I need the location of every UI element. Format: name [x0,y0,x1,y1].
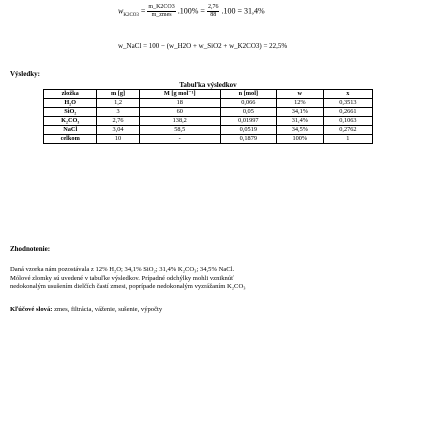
header-x: x [323,90,372,99]
cell-m: 3 [97,108,139,117]
cell-n: 0,01997 [220,117,276,126]
table-row [44,117,373,126]
cell-comp: SiO₂ [44,108,97,117]
header-w: w [276,90,323,99]
cell-w: 34,1% [276,108,323,117]
cell-x: 0,2762 [323,126,372,135]
cell-n: 0,0519 [220,126,276,135]
header-n: n [mol] [220,90,276,99]
cell-molar-mass: - [139,135,220,144]
cell-n: 0,1879 [220,135,276,144]
cell-molar-mass: 18 [139,99,220,108]
keywords-text: zmes, filtrácia, váženie, sušenie, výpočty [54,306,163,313]
table-row [44,108,373,117]
formula-times: .100% = [177,6,205,16]
cell-comp: H₂O [44,99,97,108]
cell-m: 2,76 [97,117,139,126]
cell-comp: NaCl [44,126,97,135]
cell-x: 0,1063 [323,117,372,126]
formula-frac1-den: m_zmes [151,12,172,18]
cell-n: 0,05 [220,108,276,117]
cell-m: 10 [97,135,139,144]
table-header-row [44,90,373,99]
cell-x: 0,2661 [323,108,372,117]
keywords-label: Kľúčové slová: [10,306,53,313]
formula-result: .100 = 31,4% [221,6,265,16]
formula-lhs: w [118,6,124,16]
formula-fraction-1 [147,4,175,19]
formula-frac2-num: 2,76 [207,4,219,10]
formula-frac2-den: 88 [210,12,217,18]
formula-fraction-2 [207,4,220,19]
table-row-total [44,135,373,144]
header-molar-mass: M [g mol⁻¹] [139,90,220,99]
table-caption: Tabuľka výsledkov [179,81,237,89]
cell-molar-mass: 58,5 [139,126,220,135]
cell-x: 0,3513 [323,99,372,108]
results-table [43,89,373,144]
cell-comp: K₂CO₃ [44,117,97,126]
cell-molar-mass: 138,2 [139,117,220,126]
table-row [44,99,373,108]
formula-w-nacl: w_NaCl = 100 − (w_H2O + w_SiO2 + w_K2CO3) = 22,5% [118,42,288,50]
keywords [10,306,414,315]
cell-w: 31,4% [276,117,323,126]
cell-w: 100% [276,135,323,144]
cell-n: 0,066 [220,99,276,108]
cell-w: 34,5% [276,126,323,135]
evaluation-text [10,266,414,292]
evaluation-line-3: nedokonalým usušením dielčích častí zmesi, poprípade nedokonalým vyzrážaním K₂CO₃ [10,283,246,291]
evaluation-line-2: Mólové zlomky sú uvedené v tabuľke výsledkov. Prípadné odchýlky mohli vzniknúť [10,274,234,282]
formula-lhs-sub: K2CO3 [123,12,139,18]
header-zlozka: zložka [44,90,97,99]
results-table-block [43,81,373,144]
formula-frac1-num: m_K2CO3 [148,4,175,10]
results-label: Výsledky: [10,70,40,78]
cell-comp: celkom [44,135,97,144]
formula-w-k2co3: $w_{K2CO3}$ = $\frac{m\_K2CO3}{\text{m\_zmes}}$ .100% = $\frac{2,76}{88}$ .100 = 31,4% [118,4,265,18]
header-m: m [g] [97,90,139,99]
cell-m: 1,2 [97,99,139,108]
evaluation-line-1: Daná vzorka nám pozostávala z 12% H₂O; 34,1% SiO₂; 31,4% K₂CO₃; 34,5% NaCl. [10,266,235,273]
cell-x: 1 [323,135,372,144]
evaluation-title: Zhodnotenie: [10,245,51,253]
table-row [44,126,373,135]
cell-m: 3,04 [97,126,139,135]
cell-molar-mass: 60 [139,108,220,117]
cell-w: 12% [276,99,323,108]
